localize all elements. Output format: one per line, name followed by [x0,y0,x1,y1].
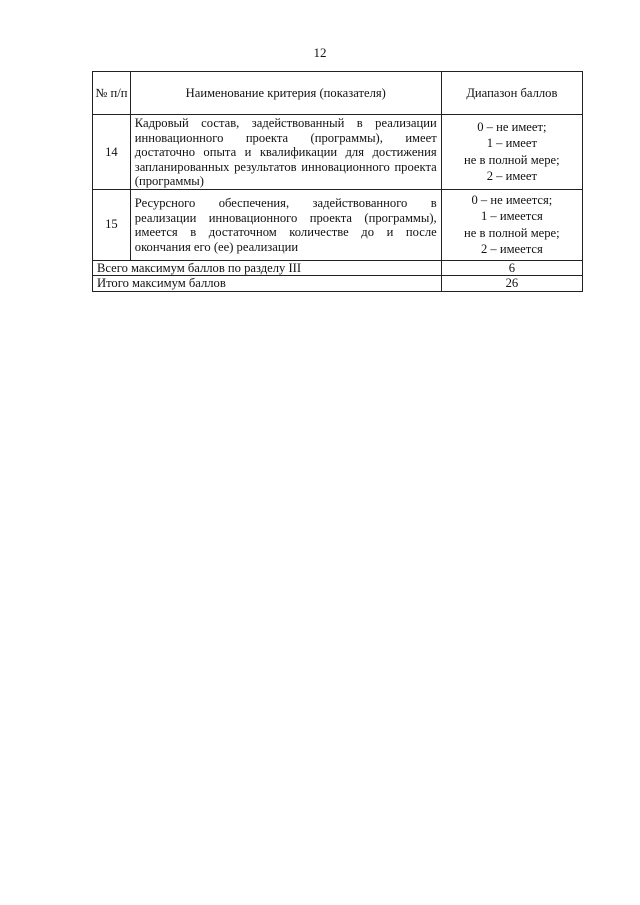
score-range-line: 0 – не имеется; [471,192,553,207]
score-range-line: 0 – не имеет; [477,119,547,134]
grand-total-label: Итого максимум баллов [93,276,442,292]
table-header-row [93,72,583,115]
score-range-line: 1 – имеется [480,209,543,223]
score-range-line: 2 – имеет [486,169,537,184]
grand-total-row [93,276,583,292]
row-number: 14 [93,115,131,190]
header-criterion-name: Наименование критерия (показателя) [130,72,441,115]
score-range-line: не в полной мере; [464,152,560,167]
page-number: 12 [313,45,327,60]
section-total-row [93,260,583,276]
criterion-name: Ресурсного обеспечения, задействованного в реализации инновационного проекта (программы), имеется в достаточном количестве до и после окончания его (ее) реализации [130,189,441,260]
score-range-line: не в полной мере; [464,225,560,240]
score-range-line: 1 – имеет [486,136,537,151]
header-number: № п/п [93,72,131,115]
criteria-table [92,71,583,292]
score-range [441,115,582,190]
score-range-line: 2 – имеется [480,242,543,256]
section-total-label: Всего максимум баллов по разделу III [93,260,442,276]
row-number: 15 [93,189,131,260]
grand-total-value: 26 [441,276,582,292]
table-row [93,189,583,260]
score-range [441,189,582,260]
section-total-value: 6 [441,260,582,276]
criterion-name: Кадровый состав, задействованный в реализации инновационного проекта (программы), имеет достаточно опыта и квалификации для достижения запланированных результатов инновационного проекта (программы) [130,115,441,190]
table-row [93,115,583,190]
header-score-range: Диапазон баллов [441,72,582,115]
